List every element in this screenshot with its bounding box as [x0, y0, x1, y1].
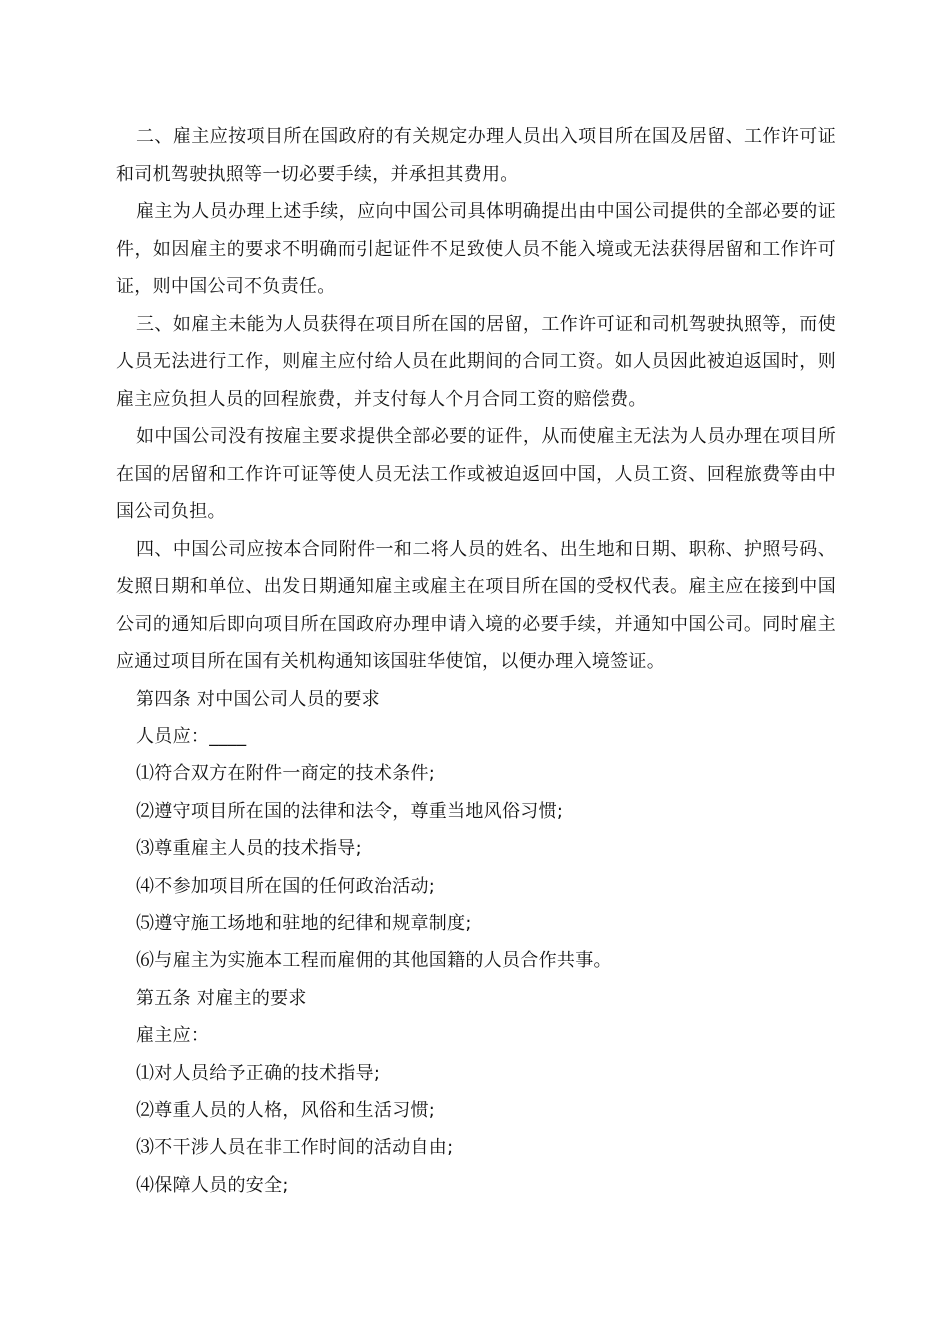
list-item: ⑴对人员给予正确的技术指导;	[136, 1062, 381, 1084]
document-page	[116, 118, 836, 1204]
list-item: ⑸遵守施工场地和驻地的纪律和规章制度;	[136, 912, 472, 934]
article-5-heading: 第五条 对雇主的要求	[136, 987, 307, 1009]
article-5-intro: 雇主应：	[136, 1025, 210, 1047]
paragraph-permit-failure: 三、如雇主未能为人员获得在项目所在国的居留，工作许可证和司机驾驶执照等，而使人员无法进行工作，则雇主应付给人员在此期间的合同工资。如人员因此被迫返国时，则雇主应负担人员的回程旅费，并支付每人个月合同工资的赔偿费。	[116, 313, 836, 410]
list-item: ⑶尊重雇主人员的技术指导;	[136, 838, 362, 860]
article-4-heading: 第四条 对中国公司人员的要求	[136, 688, 380, 710]
article-4-intro: 人员应：____	[136, 725, 247, 747]
paragraph-china-company-liability: 如中国公司没有按雇主要求提供全部必要的证件，从而使雇主无法为人员办理在项目所在国的居留和工作许可证等使人员无法工作或被迫返回中国，人员工资、回程旅费等由中国公司负担。	[116, 426, 836, 522]
list-item: ⑵尊重人员的人格，风俗和生活习惯;	[136, 1099, 436, 1121]
paragraph-document-requirements: 雇主为人员办理上述手续，应向中国公司具体明确提出由中国公司提供的全部必要的证件，如因雇主的要求不明确而引起证件不足致使人员不能入境或无法获得居留和工作许可证，则中国公司不负责任。	[116, 201, 836, 297]
list-item: ⑴符合双方在附件一商定的技术条件;	[136, 763, 436, 785]
paragraph-visa-procedures: 二、雇主应按项目所在国政府的有关规定办理人员出入项目所在国及居留、工作许可证和司机驾驶执照等一切必要手续，并承担其费用。	[116, 126, 836, 185]
list-item: ⑵遵守项目所在国的法律和法令，尊重当地风俗习惯;	[136, 800, 564, 822]
list-item: ⑷不参加项目所在国的任何政治活动;	[136, 875, 436, 897]
list-item: ⑷保障人员的安全;	[136, 1174, 289, 1196]
list-item: ⑶不干涉人员在非工作时间的活动自由;	[136, 1137, 454, 1159]
paragraph-personnel-notification: 四、中国公司应按本合同附件一和二将人员的姓名、出生地和日期、职称、护照号码、发照日期和单位、出发日期通知雇主或雇主在项目所在国的受权代表。雇主应在接到中国公司的通知后即向项目所在国政府办理申请入境的必要手续，并通知中国公司。同时雇主应通过项目所在国有关机构通知该国驻华使馆，以便办理入境签证。	[116, 538, 836, 672]
list-item: ⑹与雇主为实施本工程而雇佣的其他国籍的人员合作共事。	[136, 950, 612, 972]
